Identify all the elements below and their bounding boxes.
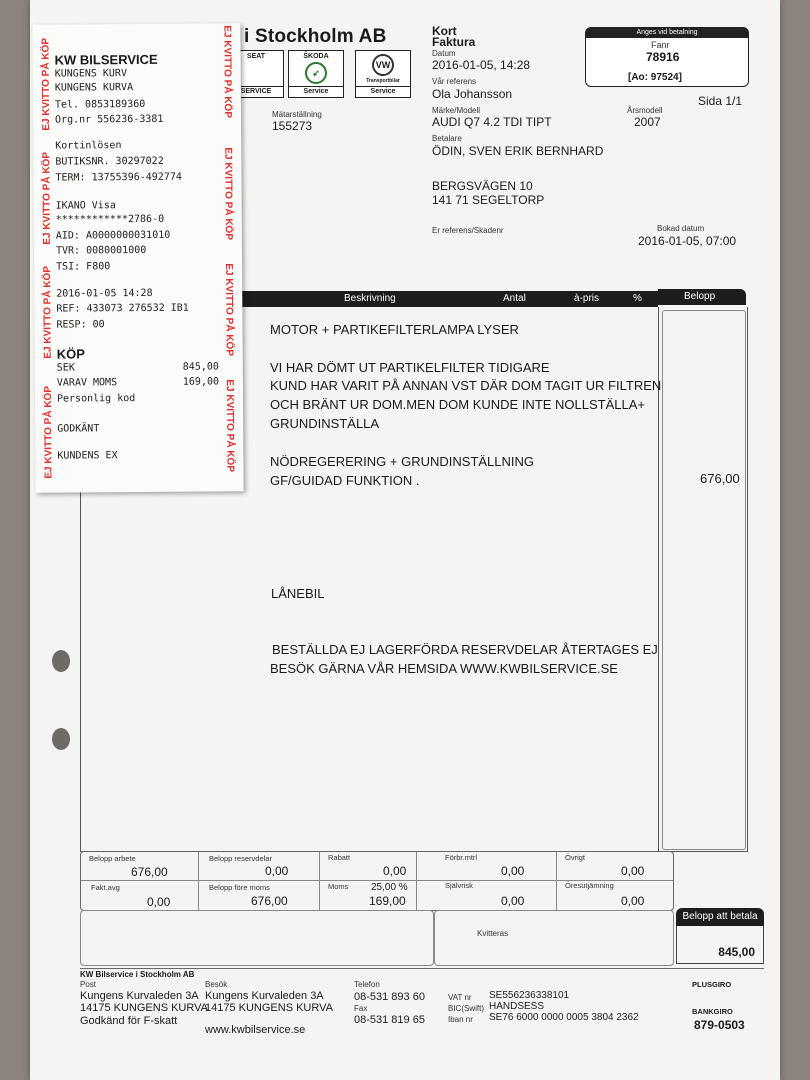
punch-hole-1 [52,650,70,672]
footer-web: www.kwbilservice.se [205,1024,306,1036]
belopp-reservdelar-value: 0,00 [265,864,289,878]
signature-box-left [80,910,434,966]
doc-type-kort: Kort [432,24,457,38]
datum-value: 2016-01-05, 14:28 [432,58,531,72]
receipt-sek-label: SEK [56,362,75,374]
logo-service: SERVICE [229,86,283,97]
var-ref-label: Vår referens [432,77,477,86]
matar-value: 155273 [272,119,313,133]
receipt-line: Tel. 0853189360 [54,98,146,111]
footer-post-1: Kungens Kurvaleden 3A [80,990,199,1002]
receipt-stamp-left: EJ KVITTO PÅ KÖP [40,37,53,131]
oresutjamning-label: Öresutjämning [565,881,614,890]
address-line-1: BERGSVÄGEN 10 [432,179,533,193]
att-betala-box [676,926,764,964]
receipt-stamp-left: EJ KVITTO PÅ KÖP [41,151,53,245]
belopp-fore-moms-label: Belopp före moms [209,883,270,892]
receipt-line: KUNGENS KURVA [54,82,134,94]
col-apris: à-pris [574,293,600,304]
receipt-stamp-left: EJ KVITTO PÅ KÖP [42,265,54,359]
footer-post-3: Godkänd för F-skatt [80,1015,178,1027]
skoda-logo [288,50,344,98]
signature-box-kvitteras [434,910,674,966]
company-title: i Stockholm AB [244,26,387,47]
desc-line: KUND HAR VARIT PÅ ANNAN VST DÄR DOM TAGIT UR FILTREN [270,378,662,393]
arsmodell-label: Årsmodell [627,106,663,115]
bokad-label: Bokad datum [657,224,705,233]
receipt-moms-label: VARAV MOMS [56,377,118,389]
fanr-box-header: Anges vid betalning [586,28,748,38]
att-betala-value: 845,00 [718,945,755,959]
belopp-column-inner [662,310,746,850]
receipt-stamp-right: EJ KVITTO PÅ KÖP [223,263,235,357]
sjalvrisk-label: Självrisk [445,881,473,890]
table-header-belopp [658,289,746,305]
logo-service: Service [356,86,410,97]
footer-bic-label: BIC(Swift) [448,1004,484,1013]
totals-grid [80,851,674,911]
ovrigt-value: 0,00 [621,864,645,878]
att-betala-header [676,908,764,926]
footer-besok-2: 14175 KUNGENS KURVA [205,1002,333,1014]
punch-hole-2 [52,728,70,750]
footer-bankgiro-label: BANKGIRO [692,1007,733,1016]
betalare-label: Betalare [432,134,462,143]
var-ref-value: Ola Johansson [432,87,513,101]
totals-col-divider [556,852,557,910]
fanr-label: Fanr [651,40,670,50]
oresutjamning-value: 0,00 [621,894,645,908]
footer-besok-1: Kungens Kurvaleden 3A [205,990,324,1002]
desc-line: MOTOR + PARTIKEFILTERLAMPA LYSER [270,322,519,337]
card-receipt [32,23,243,492]
receipt-line: TVR: 0080001000 [55,244,147,257]
rabatt-value: 0,00 [383,864,407,878]
totals-col-divider [416,852,417,910]
receipt-stamp-left: EJ KVITTO PÅ KÖP [42,385,55,479]
receipt-stamp-right: EJ KVITTO PÅ KÖP [222,147,234,241]
table-header [240,291,658,307]
receipt-kop: KÖP [56,346,85,362]
ovrigt-label: Övrigt [565,853,586,862]
ao-value: [Ao: 97524] [628,72,682,83]
fanr-value: 78916 [646,50,680,64]
belopp-reservdelar-label: Belopp reservdelar [209,854,272,863]
footer-bic: HANDSESS [489,1001,545,1012]
footer-besok-label: Besök [205,980,228,989]
belopp-arbete-value: 676,00 [131,865,168,879]
arsmodell-value: 2007 [634,115,661,129]
forbr-value: 0,00 [501,864,525,878]
col-antal: Antal [503,293,526,304]
moms-label: Moms [328,882,349,891]
er-ref-label: Er referens/Skadenr [432,226,504,235]
footer-vat: SE556236338101 [489,990,570,1001]
receipt-line: KUNGENS KURV [54,68,128,80]
col-beskrivning: Beskrivning [344,293,396,304]
desc-line: GRUNDINSTÄLLA [270,416,380,431]
belopp-arbete-label: Belopp arbete [89,854,136,863]
receipt-title: KW BILSERVICE [54,51,158,68]
totals-col-divider [198,852,199,910]
col-pct: % [633,293,642,304]
receipt-line: TERM: 13755396-492774 [55,171,182,184]
logo-name: ŠKODA [303,53,329,60]
desc-line: NÖDREGERERING + GRUNDINSTÄLLNING [270,454,535,469]
desc-line: LÅNEBIL [271,586,325,601]
vw-logo [355,50,411,98]
sjalvrisk-value: 0,00 [501,894,525,908]
footer-tel-label: Telefon [354,980,380,989]
receipt-kundens: KUNDENS EX [57,450,118,462]
receipt-line: TSI: F800 [56,261,111,273]
receipt-line: Org.nr 556236-3381 [54,113,164,126]
footer-iban: SE76 6000 0000 0005 3804 2362 [489,1012,639,1023]
mark-value: AUDI Q7 4.2 TDI TIPT [432,115,552,129]
desc-line: GF/GUIDAD FUNKTION . [270,473,420,488]
desc-line: BESTÄLLDA EJ LAGERFÖRDA RESERVDELAR ÅTERTAGES EJ [272,642,658,657]
receipt-line: RESP: 00 [56,319,105,331]
footer-bankgiro: 879-0503 [694,1018,745,1032]
footer-fax: 08-531 819 65 [354,1014,425,1026]
footer-plusgiro-label: PLUSGIRO [692,980,732,989]
receipt-stamp-right: EJ KVITTO PÅ KÖP [221,25,234,119]
receipt-line: REF: 433073 276532 IB1 [56,302,189,315]
forbr-label: Förbr.mtrl [445,853,478,862]
belopp-fore-moms-value: 676,00 [251,894,288,908]
logo-name: SEAT [246,53,266,60]
totals-col-divider [319,852,320,910]
receipt-moms-value: 169,00 [182,376,220,388]
receipt-line: ************2786-0 [55,213,165,226]
receipt-line: BUTIKSNR. 30297022 [55,155,164,168]
receipt-sek-value: 845,00 [182,361,219,373]
att-betala-label: Belopp att betala [682,911,758,922]
receipt-line: AID: A0000000031010 [55,229,171,242]
fanr-box [585,27,749,87]
line-amount: 676,00 [700,471,740,486]
vw-emblem-icon: VW [372,54,394,76]
receipt-stamp-right: EJ KVITTO PÅ KÖP [223,379,236,473]
fakt-avg-label: Fakt.avg [91,883,120,892]
moms-value: 169,00 [369,894,406,908]
footer-post-label: Post [80,980,97,989]
moms-pct: 25,00 % [371,882,408,893]
page-indicator: Sida 1/1 [698,94,743,108]
skoda-arrow-icon: ➶ [305,62,327,84]
bokad-value: 2016-01-05, 07:00 [638,234,737,248]
desc-line: OCH BRÄNT UR DOM.MEN DOM KUNDE INTE NOLLSTÄLLA+ [270,397,646,412]
matar-label: Mätarställning [272,110,322,119]
desc-line: VI HAR DÖMT UT PARTIKELFILTER TIDIGARE [270,360,550,375]
kvitteras-label: Kvitteras [477,929,509,938]
footer-company: KW Bilservice i Stockholm AB [80,970,195,979]
logo-name: Transportbilar [366,78,400,84]
address-line-2: 141 71 SEGELTORP [432,193,545,207]
footer-post-2: 14175 KUNGENS KURVA [80,1002,208,1014]
fakt-avg-value: 0,00 [147,895,171,909]
doc-type-faktura: Faktura [432,35,476,49]
footer-vat-label: VAT nr [448,993,472,1002]
logo-service: Service [289,86,343,97]
footer-fax-label: Fax [354,1004,368,1013]
betalare-value: ÖDIN, SVEN ERIK BERNHARD [432,144,604,158]
receipt-line: Kortinlösen [55,140,122,152]
footer-tel: 08-531 893 60 [354,991,425,1003]
col-belopp: Belopp [684,291,716,302]
receipt-line: IKANO Visa [55,200,116,212]
footer-divider [80,968,764,969]
receipt-godkant: GODKÄNT [57,423,100,435]
footer-iban-label: Iban nr [448,1015,473,1024]
rabatt-label: Rabatt [328,853,351,862]
mark-label: Märke/Modell [432,106,481,115]
desc-line: BESÖK GÄRNA VÅR HEMSIDA WWW.KWBILSERVICE.SE [270,661,618,676]
receipt-personlig: Personlig kod [56,393,136,405]
receipt-line: 2016-01-05 14:28 [56,287,153,300]
datum-label: Datum [432,49,456,58]
